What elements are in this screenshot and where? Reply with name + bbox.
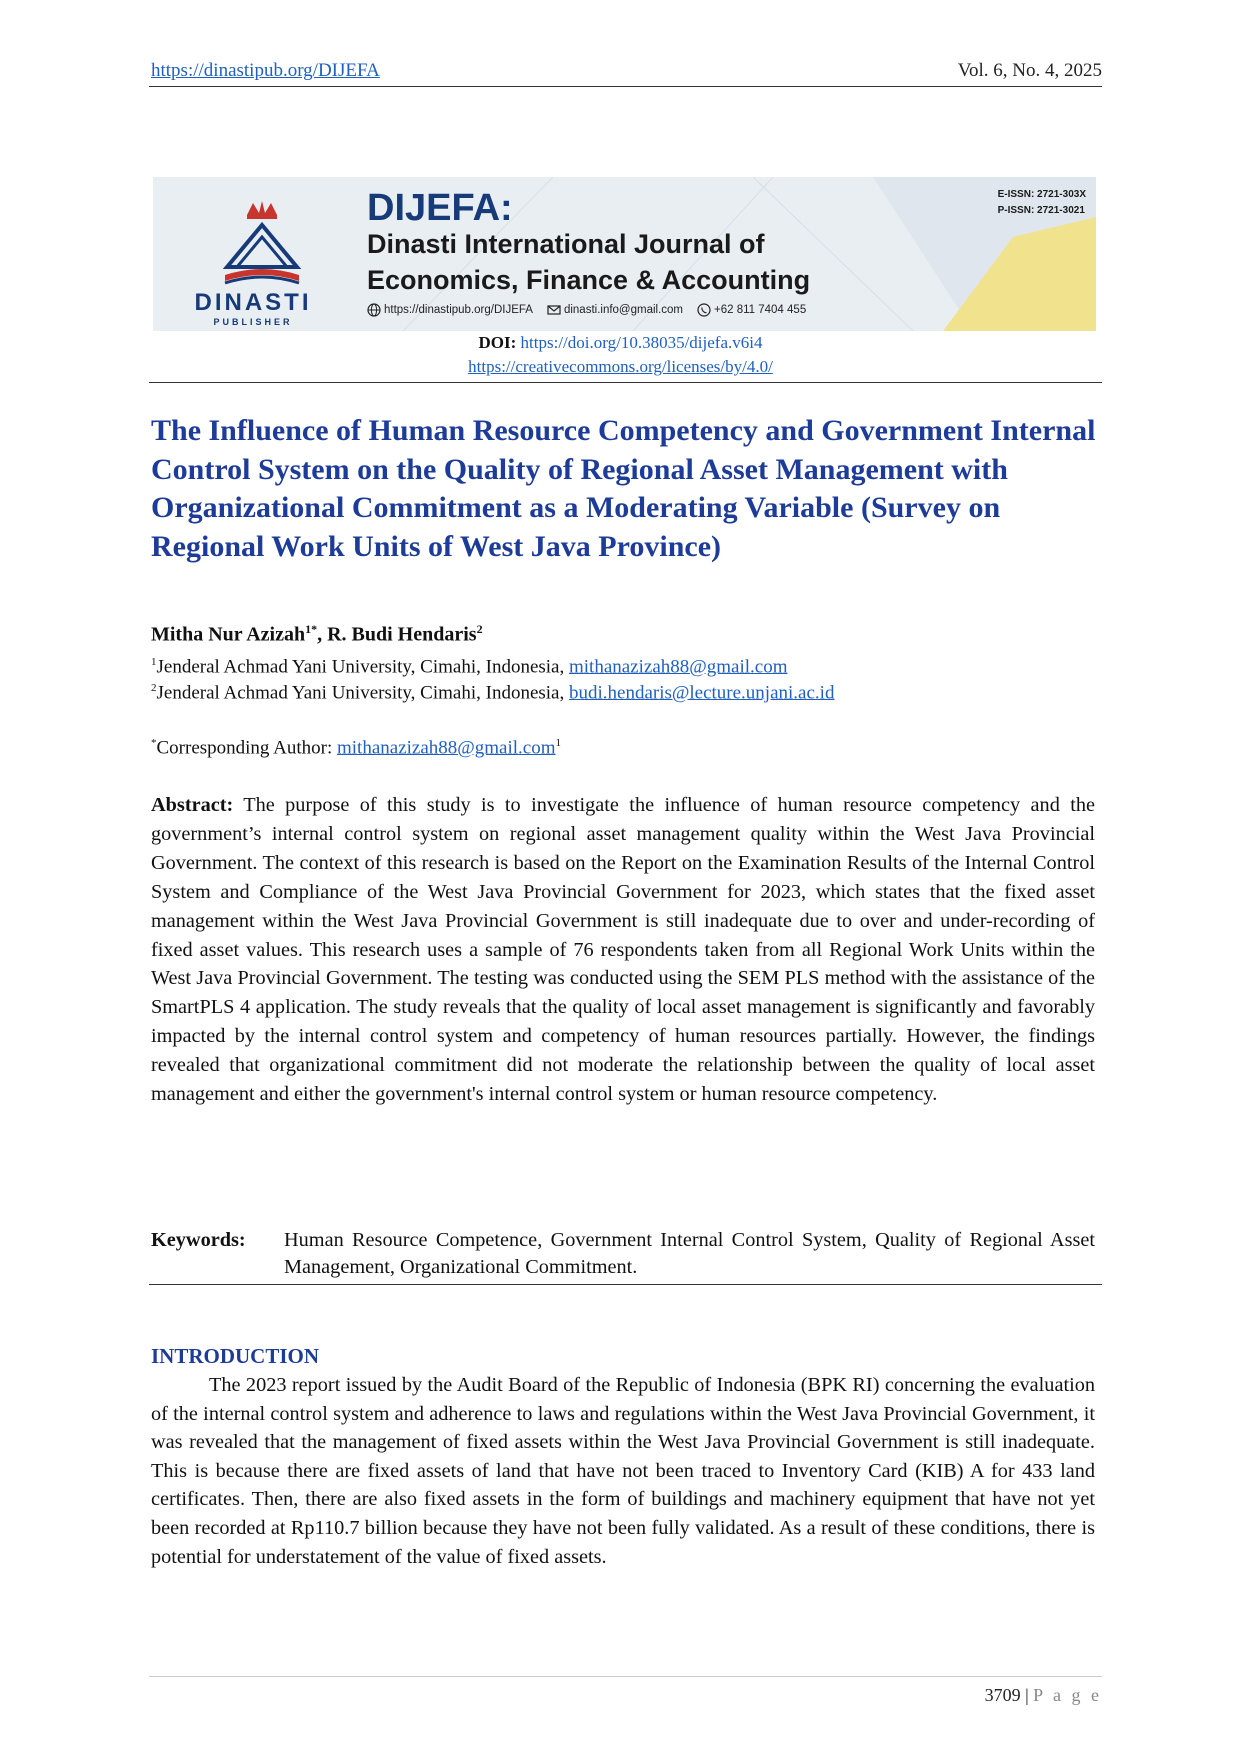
header-divider bbox=[149, 86, 1102, 87]
footer-divider bbox=[149, 1676, 1102, 1677]
author-2-name: R. Budi Hendaris bbox=[327, 623, 477, 646]
author-1-sup: 1* bbox=[305, 622, 318, 636]
p-issn: P-ISSN: 2721-3021 bbox=[997, 205, 1085, 216]
banner-website: https://dinastipub.org/DIJEFA bbox=[367, 303, 533, 317]
paper-title: The Influence of Human Resource Competency and Government Internal Control System on the Quality of Regional Asset Management with Organizational Commitment as a Moderating Variable (Survey on Regional Work Units of West Java Province) bbox=[151, 414, 1096, 563]
keywords-label: Keywords: bbox=[151, 1229, 246, 1251]
author-line: Mitha Nur Azizah$^{1*}$, R. Budi Hendaris$^2$ bbox=[151, 622, 483, 646]
license-link[interactable]: https://creativecommons.org/licenses/by/4.0/ bbox=[468, 357, 773, 376]
volume-info: Vol. 6, No. 4, 2025 bbox=[957, 60, 1102, 81]
e-issn: E-ISSN: 2721-303X bbox=[997, 189, 1086, 200]
affiliation-2-email-link[interactable]: budi.hendaris@lecture.unjani.ac.id bbox=[568, 682, 835, 704]
corresponding-author: *Corresponding Author: mithanazizah88@gmail.com$^1$ bbox=[151, 737, 562, 759]
journal-banner bbox=[153, 177, 1096, 331]
issn-block bbox=[998, 187, 1086, 219]
banner-email: dinasti.info@gmail.com bbox=[547, 303, 683, 317]
whatsapp-icon bbox=[697, 303, 711, 317]
journal-url-link[interactable]: https://dinastipub.org/DIJEFA bbox=[151, 60, 380, 81]
affiliation-1-email-link[interactable]: mithanazizah88@gmail.com bbox=[568, 656, 788, 678]
affiliation-1: $^1$Jenderal Achmad Yani University, Cimahi, Indonesia, mithanazizah88@gmail.com bbox=[151, 656, 788, 678]
keywords-divider bbox=[149, 1284, 1102, 1285]
keywords bbox=[151, 1227, 1095, 1280]
page-footer: 3709 | P a g e bbox=[984, 1685, 1102, 1705]
globe-icon bbox=[367, 303, 381, 317]
author-1-name: Mitha Nur Azizah bbox=[151, 623, 306, 646]
abstract bbox=[151, 791, 1095, 1109]
doi-divider bbox=[149, 382, 1102, 383]
affiliation-2: $^2$Jenderal Achmad Yani University, Cimahi, Indonesia, budi.hendaris@lecture.unjani.ac.id bbox=[151, 682, 835, 704]
doi-line bbox=[0, 333, 1241, 353]
abstract-text: The purpose of this study is to investigate the influence of human resource competency and the government’s internal control system on regional asset management quality within the West Java Provincial Government. The context of this research is based on the Report on the Examination Results of the Internal Control System and Compliance of the West Java Provincial Government for 2023, which states that the fixed asset management within the West Java Provincial Government is still inadequate due to over and under-recording of fixed asset values. This research uses a sample of 76 respondents taken from all Regional Work Units within the West Java Provincial Government. The testing was conducted using the SEM PLS method with the assistance of the SmartPLS 4 application. The study reveals that the quality of local asset management is significantly and favorably impacted by the internal control system and competency of human resources partially. However, the findings revealed that organizational commitment did not moderate the relationship between the quality of local asset management and either the government's internal control system or human resource competency. bbox=[151, 794, 1095, 1106]
doi-label: DOI: bbox=[478, 333, 517, 352]
banner-phone: +62 811 7404 455 bbox=[697, 303, 806, 317]
introduction-paragraph: The 2023 report issued by the Audit Board of the Republic of Indonesia (BPK RI) concerning the evaluation of the internal control system and adherence to laws and regulations within the West Java Provincial Government, it was revealed that the management of fixed assets within the West Java Provincial Government is still inadequate. This is because there are fixed assets of land that have not been traced to Inventory Card (KIB) A for 433 land certificates. Then, there are also fixed assets in the form of buildings and machinery equipment that have not yet been recorded at Rp110.7 billion because they have not been fully validated. As a result of these conditions, there is potential for understatement of the value of fixed assets. bbox=[151, 1374, 1095, 1568]
abstract-label: Abstract: bbox=[151, 794, 234, 816]
doi-link[interactable]: https://doi.org/10.38035/dijefa.v6i4 bbox=[520, 333, 763, 352]
introduction-heading: INTRODUCTION bbox=[151, 1344, 320, 1368]
mail-icon bbox=[547, 303, 561, 317]
corresponding-email-link[interactable]: mithanazizah88@gmail.com bbox=[337, 737, 556, 759]
keywords-text: Human Resource Competence, Government Internal Control System, Quality of Regional Asset Management, Organizational Commitment. bbox=[284, 1229, 1095, 1278]
journal-abbreviation: DIJEFA: bbox=[367, 187, 513, 229]
journal-name-line2: Economics, Finance & Accounting bbox=[367, 265, 811, 295]
page-number: 3709 bbox=[984, 1685, 1021, 1705]
publisher-name: DINASTI bbox=[194, 289, 312, 316]
journal-name-line1: Dinasti International Journal of bbox=[367, 229, 765, 259]
publisher-subtitle: PUBLISHER bbox=[213, 317, 293, 327]
author-2-sup: 2 bbox=[476, 622, 483, 636]
license-line bbox=[0, 357, 1241, 377]
page-label: P a g e bbox=[1033, 1685, 1102, 1705]
banner-contacts bbox=[367, 303, 806, 317]
